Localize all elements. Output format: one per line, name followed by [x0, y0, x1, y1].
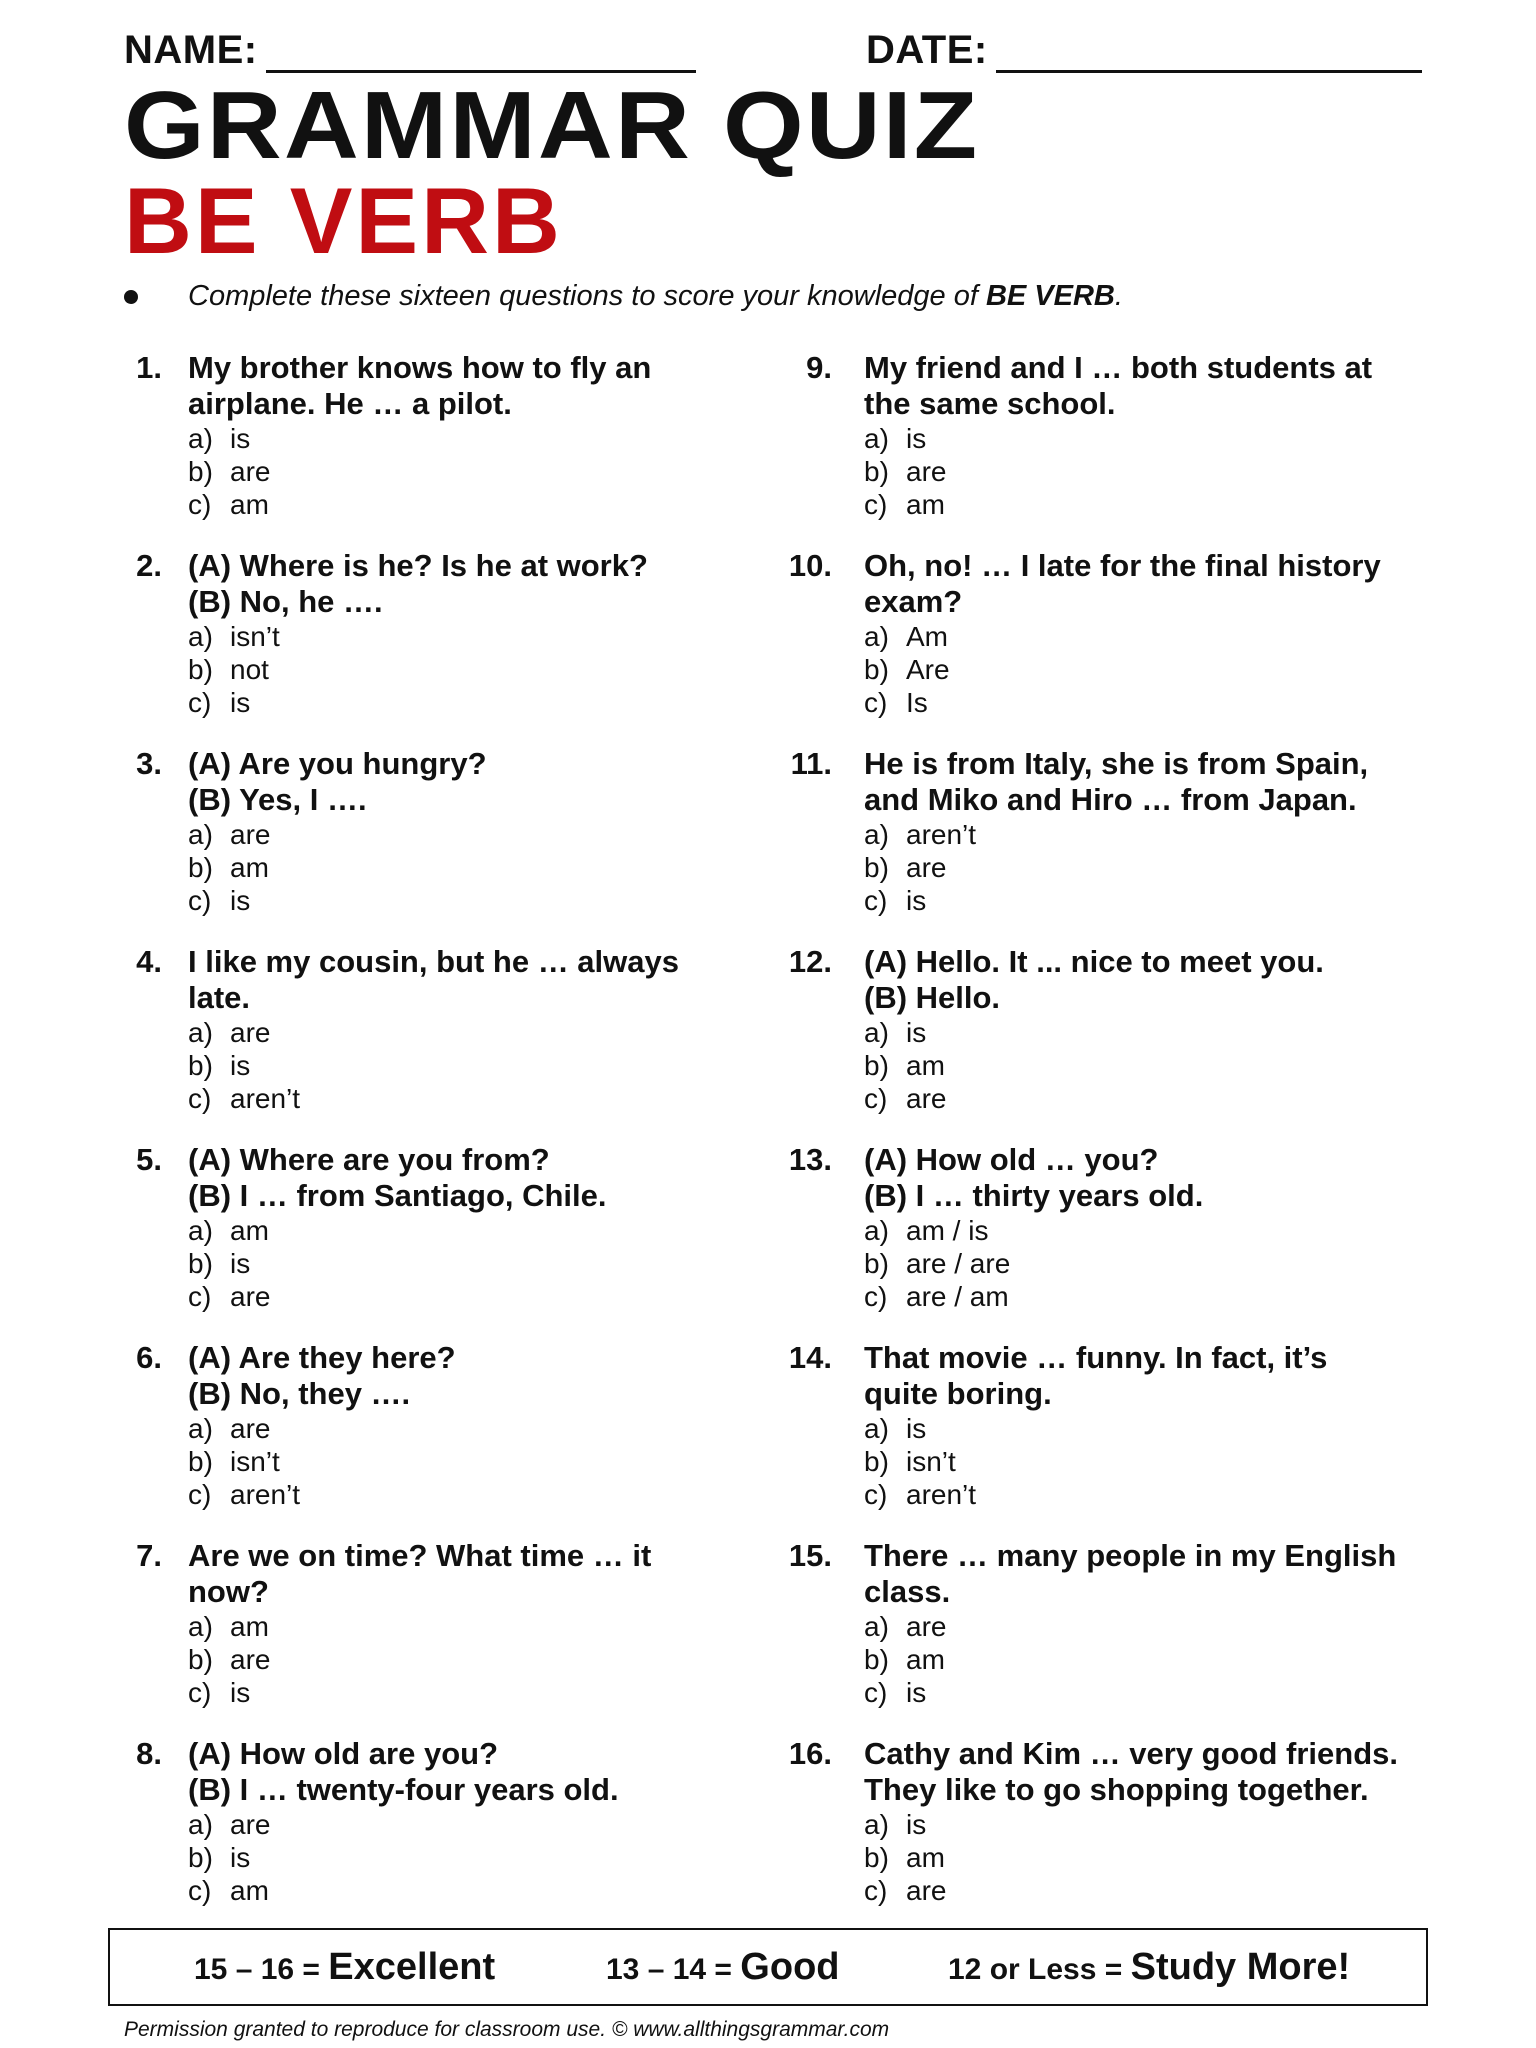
option-letter: c): [864, 1479, 888, 1510]
question-body: [864, 746, 1368, 917]
question-number: 8.: [136, 1736, 162, 1771]
question-text-line: late.: [188, 980, 251, 1015]
question-text-line: My brother knows how to fly an: [188, 350, 652, 385]
question-item: [780, 944, 1420, 1142]
option-text: is: [906, 1677, 927, 1708]
option-letter: c): [864, 885, 888, 916]
question-number: 3.: [136, 746, 162, 781]
option-text: is: [230, 1842, 251, 1873]
option-letter: c): [188, 1083, 212, 1114]
question-body: [864, 944, 1324, 1115]
question-number: 16.: [788, 1736, 832, 1771]
option-letter: a): [864, 1413, 889, 1444]
option-text: is: [906, 1413, 927, 1444]
option-text: are: [906, 1875, 947, 1906]
option-letter: b): [188, 456, 213, 487]
answer-option[interactable]: [864, 620, 1381, 653]
answer-option[interactable]: [188, 1676, 651, 1709]
answer-option[interactable]: [188, 1412, 456, 1445]
option-letter: b): [188, 1248, 213, 1279]
instructions-main: Complete these sixteen questions to score your knowledge of: [188, 280, 986, 312]
score-word: Good: [740, 1946, 840, 1988]
question-body: [188, 1538, 651, 1709]
score-range: 13 – 14 =: [606, 1953, 741, 1986]
question-text-line: (B) Yes, I ….: [188, 782, 367, 817]
instructions-end: .: [1114, 280, 1123, 312]
option-letter: c): [864, 1875, 888, 1906]
option-letter: b): [864, 654, 889, 685]
option-letter: c): [864, 1677, 888, 1708]
question-text-line: (A) Are you hungry?: [188, 746, 487, 781]
option-letter: a): [864, 423, 889, 454]
option-letter: b): [188, 1050, 213, 1081]
option-text: are: [906, 1083, 947, 1114]
option-letter: b): [864, 456, 889, 487]
score-excellent: [194, 1946, 495, 1989]
question-body: [188, 548, 648, 719]
option-letter: c): [864, 687, 888, 718]
question-text-line: (A) Where are you from?: [188, 1142, 550, 1177]
question-text-line: (A) Where is he? Is he at work?: [188, 548, 648, 583]
option-text: isn’t: [906, 1446, 956, 1477]
question-text-line: airplane. He … a pilot.: [188, 386, 512, 421]
option-letter: b): [188, 1842, 213, 1873]
question-text-line: the same school.: [864, 386, 1116, 421]
option-letter: a): [864, 1809, 889, 1840]
option-letter: c): [188, 489, 212, 520]
option-text: Is: [906, 687, 928, 718]
option-text: is: [230, 687, 251, 718]
score-good: [606, 1946, 840, 1989]
name-label: NAME:: [124, 28, 258, 72]
question-text-line: now?: [188, 1574, 269, 1609]
question-number: 5.: [136, 1142, 162, 1177]
answer-option[interactable]: [188, 455, 651, 488]
instructions-topic: BE VERB: [985, 280, 1115, 312]
option-letter: b): [864, 1248, 889, 1279]
option-letter: c): [188, 687, 212, 718]
answer-option[interactable]: [188, 1247, 607, 1280]
option-letter: b): [188, 1644, 213, 1675]
option-letter: a): [864, 819, 889, 850]
question-text-line: I like my cousin, but he … always: [188, 944, 679, 979]
answer-option[interactable]: [188, 818, 487, 851]
question-number: 10.: [788, 548, 832, 583]
question-item: [124, 944, 764, 1142]
option-text: am: [906, 1842, 945, 1873]
answer-option[interactable]: [864, 1247, 1203, 1280]
answer-option[interactable]: [864, 1280, 1203, 1313]
question-text-line: (A) How old … you?: [864, 1142, 1159, 1177]
option-text: am: [230, 489, 269, 520]
question-text-line: (B) I … twenty-four years old.: [188, 1772, 619, 1807]
option-text: aren’t: [906, 819, 977, 850]
option-text: is: [230, 1677, 251, 1708]
option-letter: c): [188, 1677, 212, 1708]
answer-option[interactable]: [188, 851, 487, 884]
question-item: [124, 548, 764, 746]
answer-option[interactable]: [864, 1016, 1324, 1049]
answer-option[interactable]: [188, 1808, 619, 1841]
option-text: is: [230, 1050, 251, 1081]
option-letter: b): [864, 1050, 889, 1081]
question-item: [124, 746, 764, 944]
option-text: am / is: [906, 1215, 989, 1246]
option-letter: b): [864, 852, 889, 883]
option-letter: a): [864, 1611, 889, 1642]
option-text: are: [906, 852, 947, 883]
question-item: [780, 350, 1420, 548]
option-text: is: [230, 1248, 251, 1279]
answer-option[interactable]: [864, 455, 1372, 488]
answer-option[interactable]: [864, 1214, 1203, 1247]
date-blank: [996, 34, 1422, 73]
question-text-line: (B) No, he ….: [188, 584, 383, 619]
question-body: [188, 944, 679, 1115]
score-range: 12 or Less =: [948, 1953, 1131, 1986]
instructions-text: [188, 280, 1123, 313]
option-letter: a): [188, 621, 213, 652]
option-letter: c): [864, 1281, 888, 1312]
option-text: am: [906, 1644, 945, 1675]
answer-option[interactable]: [188, 1016, 679, 1049]
quiz-title: GRAMMAR QUIZ: [124, 72, 980, 179]
answer-option[interactable]: [864, 422, 1372, 455]
option-text: am: [230, 1215, 269, 1246]
option-text: am: [230, 1875, 269, 1906]
answer-option[interactable]: [864, 1676, 1396, 1709]
option-text: are: [230, 1644, 271, 1675]
answer-option[interactable]: [188, 1841, 619, 1874]
option-letter: c): [864, 489, 888, 520]
answer-option[interactable]: [188, 1610, 651, 1643]
answer-option[interactable]: [864, 818, 1368, 851]
question-number: 4.: [136, 944, 162, 979]
question-number: 6.: [136, 1340, 162, 1375]
question-item: [124, 350, 764, 548]
answer-option[interactable]: [188, 686, 648, 719]
option-text: isn’t: [230, 621, 280, 652]
answer-option[interactable]: [864, 686, 1381, 719]
question-number: 14.: [788, 1340, 832, 1375]
option-letter: b): [188, 1446, 213, 1477]
footer-permission: Permission granted to reproduce for classroom use. © www.allthingsgrammar.com: [124, 2018, 890, 2041]
option-letter: c): [188, 1281, 212, 1312]
question-body: [864, 1142, 1203, 1313]
question-body: [864, 350, 1372, 521]
answer-option[interactable]: [188, 422, 651, 455]
option-text: Are: [906, 654, 950, 685]
answer-option[interactable]: [864, 1412, 1327, 1445]
answer-option[interactable]: [864, 1082, 1324, 1115]
option-letter: a): [188, 1017, 213, 1048]
score-study-more: [948, 1946, 1350, 1989]
option-letter: a): [864, 1017, 889, 1048]
option-letter: b): [188, 654, 213, 685]
option-letter: a): [188, 1611, 213, 1642]
date-label: DATE:: [866, 28, 988, 72]
question-number: 7.: [136, 1538, 162, 1573]
option-letter: a): [188, 1215, 213, 1246]
answer-option[interactable]: [864, 1808, 1398, 1841]
question-item: [780, 1142, 1420, 1340]
question-item: [124, 1340, 764, 1538]
answer-option[interactable]: [188, 1445, 456, 1478]
answer-option[interactable]: [188, 488, 651, 521]
option-text: are / am: [906, 1281, 1009, 1312]
answer-option[interactable]: [864, 1478, 1327, 1511]
answer-option[interactable]: [188, 1082, 679, 1115]
question-body: [188, 1142, 607, 1313]
option-letter: a): [864, 1215, 889, 1246]
question-number: 15.: [788, 1538, 832, 1573]
option-text: is: [906, 1017, 927, 1048]
answer-option[interactable]: [864, 1610, 1396, 1643]
question-text-line: He is from Italy, she is from Spain,: [864, 746, 1369, 781]
option-text: am: [906, 1050, 945, 1081]
option-text: not: [230, 654, 269, 685]
question-text-line: Are we on time? What time … it: [188, 1538, 652, 1573]
option-text: is: [906, 423, 927, 454]
option-letter: b): [188, 852, 213, 883]
option-letter: b): [864, 1644, 889, 1675]
question-text-line: class.: [864, 1574, 951, 1609]
question-item: [780, 1538, 1420, 1736]
questions-left-column: [124, 350, 764, 1934]
option-letter: b): [864, 1446, 889, 1477]
option-text: is: [230, 885, 251, 916]
question-body: [188, 1340, 456, 1511]
answer-option[interactable]: [188, 1874, 619, 1907]
question-body: [188, 746, 487, 917]
answer-option[interactable]: [864, 1874, 1398, 1907]
score-word: Excellent: [328, 1946, 496, 1988]
answer-option[interactable]: [864, 884, 1368, 917]
option-letter: b): [864, 1842, 889, 1873]
question-number: 1.: [136, 350, 162, 385]
quiz-subtitle: BE VERB: [124, 168, 563, 273]
option-text: are: [230, 1413, 271, 1444]
question-item: [124, 1142, 764, 1340]
header-row: [124, 28, 1424, 78]
question-number: 11.: [790, 746, 832, 781]
question-body: [864, 1340, 1327, 1511]
option-text: am: [230, 1611, 269, 1642]
option-text: aren’t: [230, 1479, 301, 1510]
option-text: is: [230, 423, 251, 454]
answer-option[interactable]: [864, 653, 1381, 686]
question-number: 9.: [806, 350, 832, 385]
answer-option[interactable]: [864, 1643, 1396, 1676]
option-letter: a): [188, 1809, 213, 1840]
question-text-line: quite boring.: [864, 1376, 1052, 1411]
answer-option[interactable]: [188, 653, 648, 686]
bullet-icon: [124, 290, 138, 304]
question-text-line: (B) No, they ….: [188, 1376, 411, 1411]
score-range: 15 – 16 =: [194, 1953, 329, 1986]
option-letter: a): [864, 621, 889, 652]
question-item: [780, 548, 1420, 746]
option-text: is: [906, 885, 927, 916]
question-item: [780, 1340, 1420, 1538]
option-letter: c): [188, 885, 212, 916]
option-text: are: [230, 1809, 271, 1840]
option-text: are / are: [906, 1248, 1011, 1279]
option-text: are: [230, 819, 271, 850]
question-body: [188, 1736, 619, 1907]
question-item: [124, 1736, 764, 1934]
option-letter: a): [188, 1413, 213, 1444]
answer-option[interactable]: [188, 1049, 679, 1082]
question-item: [780, 1736, 1420, 1934]
option-text: isn’t: [230, 1446, 280, 1477]
option-letter: a): [188, 819, 213, 850]
question-text-line: (B) I … from Santiago, Chile.: [188, 1178, 607, 1213]
name-field: [124, 28, 696, 73]
answer-option[interactable]: [864, 851, 1368, 884]
option-text: are: [906, 1611, 947, 1642]
score-word: Study More!: [1130, 1946, 1351, 1988]
question-text-line: (A) Hello. It ... nice to meet you.: [864, 944, 1324, 979]
option-text: are: [230, 456, 271, 487]
question-text-line: and Miko and Hiro … from Japan.: [864, 782, 1357, 817]
question-text-line: They like to go shopping together.: [864, 1772, 1369, 1807]
answer-option[interactable]: [188, 1214, 607, 1247]
option-text: am: [230, 852, 269, 883]
question-number: 13.: [788, 1142, 832, 1177]
option-text: are: [230, 1281, 271, 1312]
answer-option[interactable]: [864, 1841, 1398, 1874]
question-text-line: Oh, no! … I late for the final history: [864, 548, 1381, 583]
question-item: [780, 746, 1420, 944]
option-letter: c): [188, 1479, 212, 1510]
option-text: is: [906, 1809, 927, 1840]
answer-option[interactable]: [188, 620, 648, 653]
answer-option[interactable]: [188, 1643, 651, 1676]
question-text-line: There … many people in my English: [864, 1538, 1397, 1573]
question-text-line: (B) I … thirty years old.: [864, 1178, 1204, 1213]
question-number: 2.: [136, 548, 162, 583]
option-text: am: [906, 489, 945, 520]
option-letter: c): [864, 1083, 888, 1114]
answer-option[interactable]: [188, 884, 487, 917]
question-text-line: exam?: [864, 584, 963, 619]
option-text: Am: [906, 621, 948, 652]
question-text-line: (A) Are they here?: [188, 1340, 456, 1375]
option-letter: c): [188, 1875, 212, 1906]
answer-option[interactable]: [188, 1280, 607, 1313]
answer-option[interactable]: [864, 1049, 1324, 1082]
question-text-line: That movie … funny. In fact, it’s: [864, 1340, 1328, 1375]
option-text: are: [230, 1017, 271, 1048]
date-field: [866, 28, 1422, 73]
option-text: are: [906, 456, 947, 487]
answer-option[interactable]: [864, 488, 1372, 521]
answer-option[interactable]: [864, 1445, 1327, 1478]
answer-option[interactable]: [188, 1478, 456, 1511]
option-text: aren’t: [906, 1479, 977, 1510]
scoring-box: [108, 1928, 1428, 2006]
question-body: [864, 548, 1381, 719]
name-blank: [266, 34, 696, 73]
question-item: [124, 1538, 764, 1736]
question-body: [864, 1538, 1396, 1709]
question-number: 12.: [788, 944, 832, 979]
question-body: [864, 1736, 1398, 1907]
question-text-line: Cathy and Kim … very good friends.: [864, 1736, 1398, 1771]
question-text-line: (A) How old are you?: [188, 1736, 498, 1771]
question-text-line: My friend and I … both students at: [864, 350, 1373, 385]
questions-right-column: [780, 350, 1420, 1934]
question-body: [188, 350, 651, 521]
option-text: aren’t: [230, 1083, 301, 1114]
question-text-line: (B) Hello.: [864, 980, 1001, 1015]
option-letter: a): [188, 423, 213, 454]
